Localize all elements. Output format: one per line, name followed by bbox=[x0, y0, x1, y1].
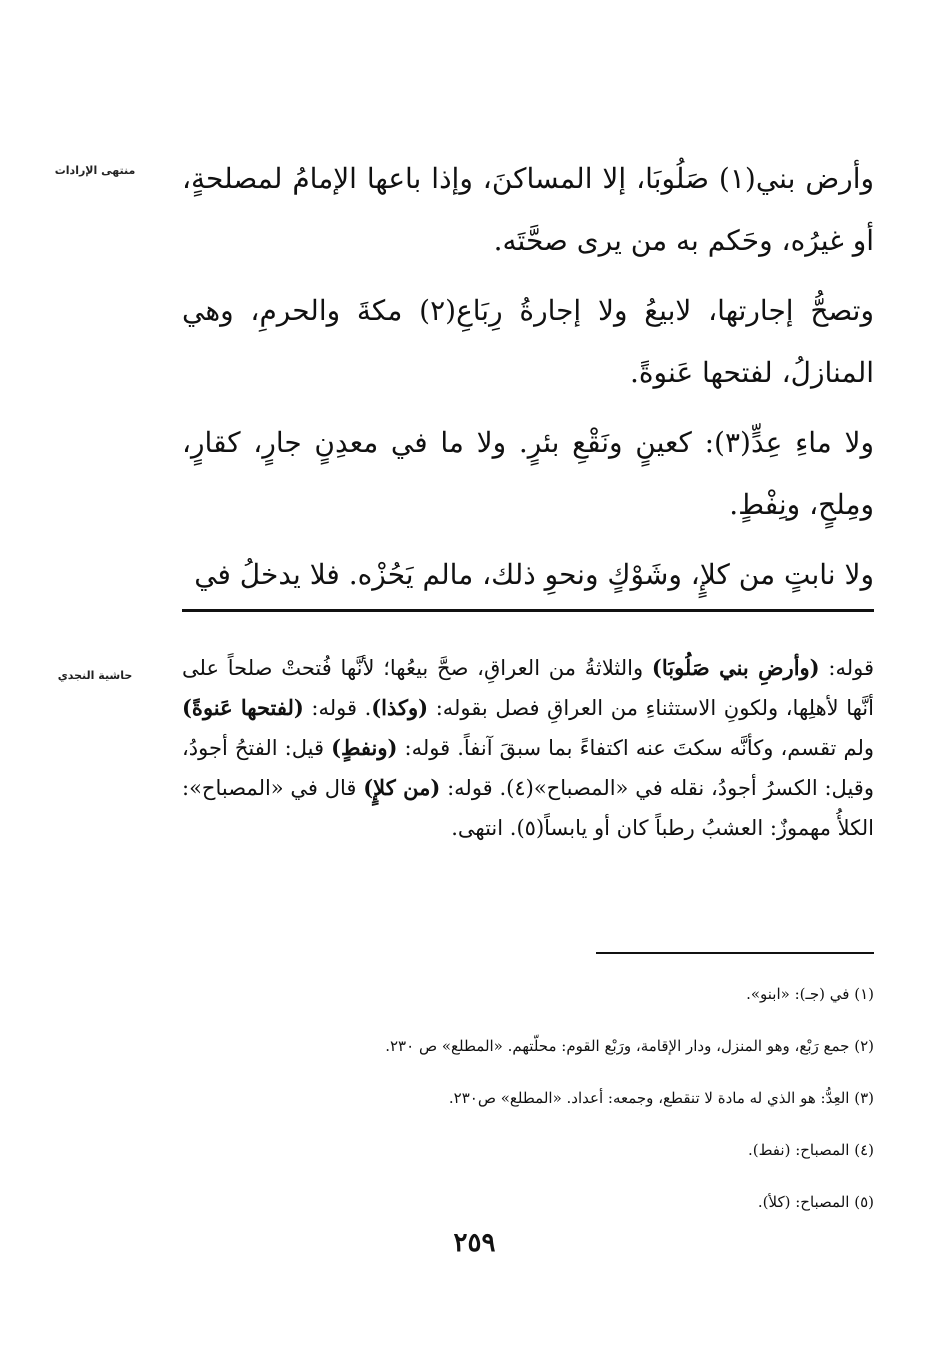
footnote: (٤) المصباح: (نفط). bbox=[747, 1141, 874, 1159]
commentary-quote: (وكذا) bbox=[371, 695, 429, 720]
footnote-divider bbox=[596, 952, 874, 954]
commentary-quote: (لفتحها عَنوةً) bbox=[182, 695, 304, 720]
commentary-text bbox=[182, 648, 874, 848]
main-paragraph: وتصحُّ إجارتها، لابيعُ ولا إجارةُ رِبَاعِ(٢) مكةَ والحرمِ، وهي المنازلُ، لفتحها عَنوةً. bbox=[182, 294, 874, 389]
main-paragraph: ولا نابتٍ من كلإٍ، وشَوْكٍ ونحوِ ذلك، مالم يَحُزْه. فلا يدخلُ في bbox=[194, 558, 874, 591]
commentary-quote: (من كلإٍ) bbox=[363, 775, 441, 800]
section-divider bbox=[182, 609, 874, 612]
footnote: (٣) العِدُّ: هو الذي له مادة لا تنقطع، وجمعه: أعداد. «المطلع» ص٢٣٠. bbox=[448, 1089, 874, 1107]
commentary-segment: قال في «المصباح»: الكلأُ مهموزٌ: العشبُ رطباً كان أو يابساً(٥). انتهى. bbox=[182, 776, 874, 840]
commentary-quote: (ونفطٍ) bbox=[331, 735, 398, 760]
running-header-matn: منتهى الإرادات bbox=[54, 164, 136, 177]
footnotes bbox=[182, 968, 874, 1228]
commentary-segment: والثلاثةُ من العراقِ، صحَّ بيعُها؛ لأنَّها فُتحتْ صلحاً على أنَّها لأهلِها، ولكونِ الاستثناءِ من العراقِ فصل بقوله: bbox=[182, 656, 874, 720]
main-paragraph: وأرض بني(١) صَلُوبَا، إلا المساكنَ، وإذا باعها الإمامُ لمصلحةٍ، أو غيرُه، وحَكم به من يرى صحَّتَه. bbox=[182, 162, 875, 257]
commentary-segment: قوله: bbox=[819, 656, 875, 680]
commentary-segment: ولم تقسم، وكأنَّه سكتَ عنه اكتفاءً بما سبقَ آنفاً. قوله: bbox=[397, 736, 874, 760]
main-paragraph: ولا ماءِ عِدٍّ(٣): كعينٍ ونَقْعِ بئرٍ. ولا ما في معدِنٍ جارٍ، كقارٍ، ومِلحٍ، ونِفْطٍ. bbox=[182, 426, 874, 521]
commentary-segment: . قوله: bbox=[303, 696, 372, 720]
footnote: (٢) جمع رَبْع، وهو المنزل، ودار الإقامة، ورَبْع القوم: محلّتهم. «المطلع» ص ٢٣٠. bbox=[385, 1037, 874, 1055]
main-text bbox=[182, 148, 874, 614]
footnote: (١) في (جـ): «ابنو». bbox=[746, 985, 874, 1003]
page-number: ٢٥٩ bbox=[453, 1228, 496, 1258]
commentary-quote: (وأرضِ بني صَلُوبَا) bbox=[651, 655, 820, 680]
running-header-hashiya: حاشية النجدي bbox=[57, 669, 133, 682]
footnote: (٥) المصباح: (كلأ). bbox=[757, 1193, 874, 1211]
commentary-segment: قيل: الفتحُ أجودُ، وقيل: الكسرُ أجودُ، نقله في «المصباح»(٤). قوله: bbox=[182, 736, 874, 800]
